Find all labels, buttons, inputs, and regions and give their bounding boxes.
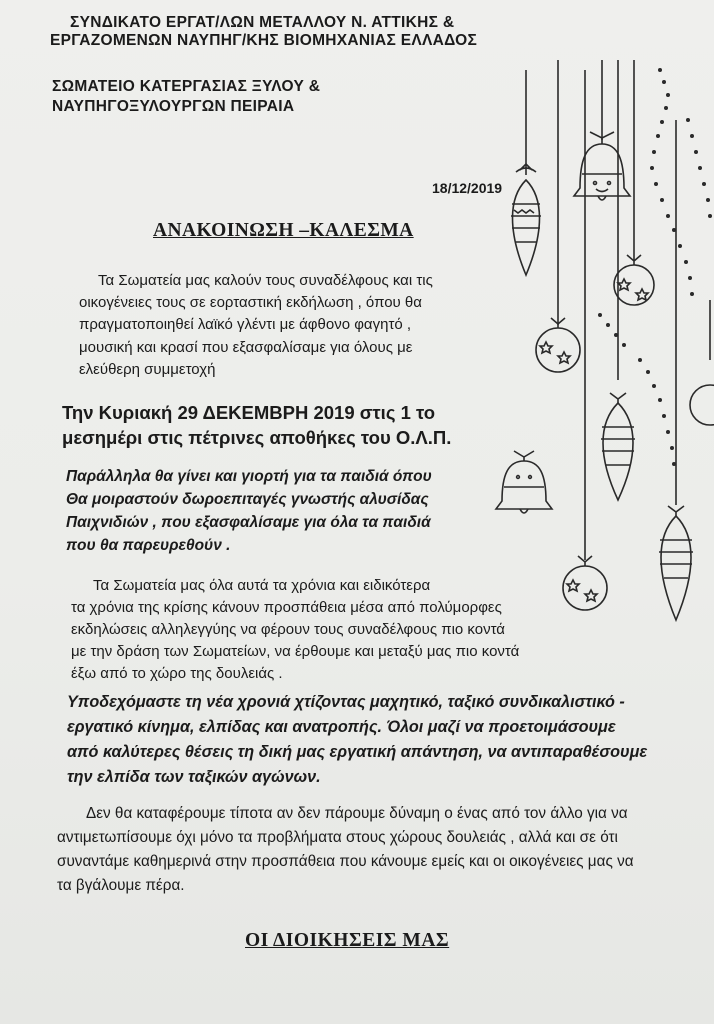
closing-line: Δεν θα καταφέρουμε τίποτα αν δεν πάρουμε δύναμη ο ένας από τον άλλο για να bbox=[86, 805, 628, 822]
striped-drop-ornament bbox=[601, 393, 635, 500]
newyear-line: Υποδεχόμαστε τη νέα χρονιά χτίζοντας μαχητικό, ταξικό συνδικαλιστικό - bbox=[67, 693, 625, 711]
solidarity-line: έξω από το χώρο της δουλειάς . bbox=[71, 665, 283, 682]
event-line: Την Κυριακή 29 ΔΕΚΕΜΒΡΗ 2019 στις 1 το bbox=[62, 402, 436, 423]
intro-line: Τα Σωματεία μας καλούν τους συναδέλφους και τις bbox=[98, 272, 433, 289]
bell-ornament bbox=[496, 451, 552, 513]
association-name-line-1: ΣΩΜΑΤΕΙΟ ΚΑΤΕΡΓΑΣΙΑΣ ΞΥΛΟΥ & bbox=[52, 78, 321, 95]
union-name-line-2: ΕΡΓΑΖΟΜΕΝΩΝ ΝΑΥΠΗΓ/ΚΗΣ ΒΙΟΜΗΧΑΝΙΑΣ ΕΛΛΑΔΟΣ bbox=[50, 32, 478, 49]
newyear-line: εργατικό κίνημα, ελπίδας και ανατροπής. Όλοι μαζί να προετοιμάσουμε bbox=[67, 718, 616, 736]
solidarity-line: με την δράση των Σωματείων, να έρθουμε και μεταξύ μας πιο κοντά bbox=[71, 643, 520, 660]
striped-drop-ornament bbox=[511, 164, 541, 275]
christmas-ornaments-illustration bbox=[490, 60, 714, 660]
signature: ΟΙ ΔΙΟΙΚΗΣΕΙΣ ΜΑΣ bbox=[245, 930, 450, 951]
star-ball-ornament bbox=[614, 255, 654, 305]
bell-ornament bbox=[574, 132, 630, 200]
document-date: 18/12/2019 bbox=[432, 180, 503, 196]
closing-line: συναντάμε καθημερινά στην προσπάθεια που κάνουμε εμείς και οι οικογένειες μας να bbox=[57, 853, 634, 870]
striped-drop-ornament bbox=[659, 506, 693, 620]
intro-line: μουσική και κρασί που εξασφαλίσαμε για όλους με bbox=[79, 339, 413, 356]
union-name-line-1: ΣΥΝΔΙΚΑΤΟ ΕΡΓΑΤ/ΛΩΝ ΜΕΤΑΛΛΟΥ Ν. ΑΤΤΙΚΗΣ & bbox=[70, 14, 455, 31]
star-ball-ornament bbox=[563, 556, 607, 610]
kids-line: που θα παρευρεθούν . bbox=[66, 537, 231, 554]
closing-line: αντιμετωπίσουμε όχι μόνο τα προβλήματα στους χώρους δουλειάς , αλλά και σε ότι bbox=[57, 829, 618, 846]
association-name-line-2: ΝΑΥΠΗΓΟΞΥΛΟΥΡΓΩΝ ΠΕΙΡΑΙΑ bbox=[52, 98, 295, 115]
intro-line: οικογένειες τους σε εορταστική εκδήλωση , όπου θα bbox=[79, 294, 422, 311]
newyear-line: την ελπίδα των ταξικών αγώνων. bbox=[67, 768, 321, 786]
solidarity-line: τα χρόνια της κρίσης κάνουν προσπάθεια μέσα από πολύμορφες bbox=[71, 599, 502, 616]
intro-line: πραγματοποιηθεί λαϊκό γλέντι με άφθονο φαγητό , bbox=[79, 316, 412, 333]
intro-line: ελεύθερη συμμετοχή bbox=[79, 361, 216, 378]
event-line: μεσημέρι στις πέτρινες αποθήκες του Ο.Λ.Π. bbox=[62, 427, 452, 448]
solidarity-line: Τα Σωματεία μας όλα αυτά τα χρόνια και ειδικότερα bbox=[93, 577, 431, 594]
announcement-title: ΑΝΑΚΟΙΝΩΣΗ –ΚΑΛΕΣΜΑ bbox=[153, 220, 414, 241]
star-ball-ornament bbox=[690, 385, 714, 425]
kids-line: Θα μοιραστούν δωροεπιταγές γνωστής αλυσίδας bbox=[66, 491, 429, 508]
newyear-line: από καλύτερες θέσεις τη δική μας εργατική απάντηση, να αντιπαραθέσουμε bbox=[67, 743, 648, 761]
kids-line: Παράλληλα θα γίνει και γιορτή για τα παιδιά όπου bbox=[66, 468, 432, 485]
solidarity-line: εκδηλώσεις αλληλεγγύης να φέρουν τους συναδέλφους πιο κοντά bbox=[71, 621, 505, 638]
kids-line: Παιχνιδιών , που εξασφαλίσαμε για όλα τα παιδιά bbox=[66, 514, 431, 531]
star-ball-ornament bbox=[536, 318, 580, 372]
closing-line: τα βγάλουμε πέρα. bbox=[57, 877, 185, 894]
